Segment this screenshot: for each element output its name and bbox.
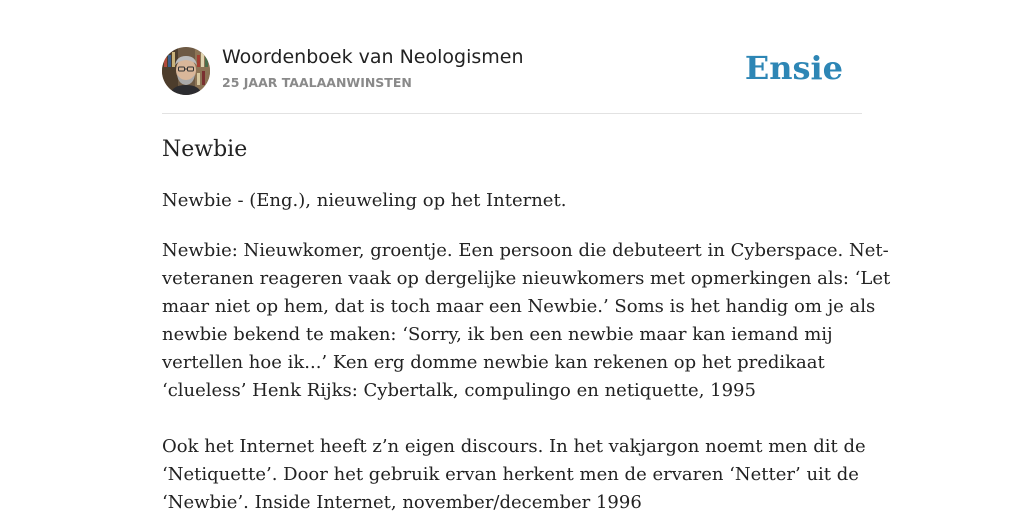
quote-line: ‘Netiquette’. Door het gebruik ervan herkent men de ervaren ‘Netter’ uit de [162, 464, 859, 485]
quote-line: Newbie: Nieuwkomer, groentje. Een persoon die debuteert in Cyberspace. Net- [162, 240, 889, 261]
page [162, 0, 891, 513]
quote-line: ‘clueless’ Henk Rijks: Cybertalk, compulingo en netiquette, 1995 [162, 380, 756, 401]
brand-logo[interactable]: Ensie [744, 49, 843, 87]
quote-line: ‘Newbie’. Inside Internet, november/december 1996 [162, 492, 642, 513]
site-subtitle: 25 JAAR TAALAANWINSTEN [222, 75, 412, 90]
quote-line: Ook het Internet heeft z’n eigen discours. In het vakjargon noemt men dit de [162, 436, 866, 457]
entry-title: Newbie [162, 137, 248, 162]
quote-line: vertellen hoe ik...’ Ken erg domme newbie kan rekenen op het predikaat [162, 352, 825, 373]
quote-line: maar niet op hem, dat is toch maar een Newbie.’ Soms is het handig om je als [162, 296, 876, 317]
quote-line: veteranen reageren vaak op dergelijke nieuwkomers met opmerkingen als: ‘Let [162, 268, 891, 289]
author-portrait-icon [162, 47, 210, 95]
paragraph-spacer [162, 405, 862, 433]
avatar[interactable] [162, 47, 210, 95]
site-title[interactable]: Woordenboek van Neologismen [222, 46, 524, 68]
entry-definition: Newbie - (Eng.), nieuweling op het Internet. [162, 190, 567, 211]
quote-line: newbie bekend te maken: ‘Sorry, ik ben een newbie maar kan iemand mij [162, 324, 833, 345]
entry-quotes [162, 237, 891, 517]
header [162, 0, 862, 114]
